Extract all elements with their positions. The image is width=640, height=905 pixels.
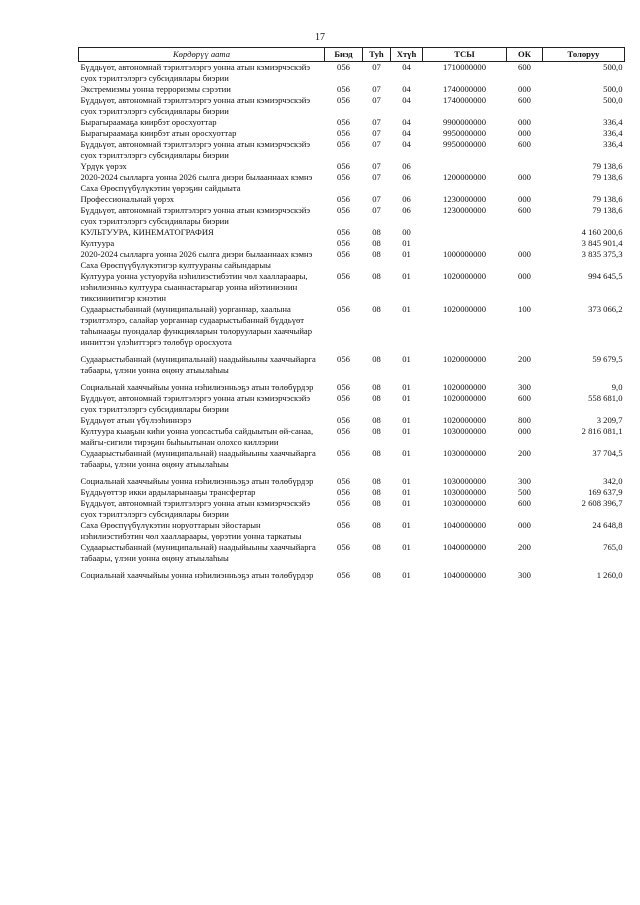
row-section: 07 (372, 139, 381, 149)
row-code: 056 (337, 382, 350, 392)
header-target: ТСЫ (423, 48, 507, 62)
row-name: Социальнай хааччыйыы уонна нэһилиэнньэҕэ атын төлөбүрдэр (80, 382, 314, 392)
row-amount: 500,0 (603, 95, 623, 105)
row-code: 056 (337, 227, 350, 237)
row-expense-type: 600 (518, 498, 531, 508)
table-row (79, 62, 625, 85)
row-code: 056 (337, 249, 350, 259)
row-section: 07 (372, 117, 381, 127)
row-target: 9950000000 (443, 139, 486, 149)
row-expense-type: 000 (518, 194, 531, 204)
row-subsection: 01 (402, 304, 411, 314)
row-section: 08 (372, 382, 381, 392)
row-subsection: 06 (402, 205, 411, 215)
row-code: 056 (337, 62, 350, 72)
row-subsection: 04 (402, 95, 411, 105)
row-expense-type: 000 (518, 128, 531, 138)
row-code: 056 (337, 520, 350, 530)
row-expense-type: 200 (518, 448, 531, 458)
row-code: 056 (337, 570, 350, 580)
row-expense-type: 800 (518, 415, 531, 425)
row-section: 08 (372, 271, 381, 281)
row-target: 1020000000 (443, 415, 486, 425)
header-amount: Толоруу (543, 48, 625, 62)
row-section: 08 (372, 542, 381, 552)
row-target: 1040000000 (443, 520, 486, 530)
row-subsection: 04 (402, 62, 411, 72)
row-expense-type: 000 (518, 271, 531, 281)
row-amount: 3 845 901,4 (581, 238, 623, 248)
row-target: 1020000000 (443, 304, 486, 314)
row-name: 2020-2024 сылларга уонна 2026 сылга диэри былааннаах кэмнэ Саха Өрөспүүбүлүкэтин үөрэҕин сайдыыта (80, 172, 313, 193)
row-section: 08 (372, 570, 381, 580)
row-code: 056 (337, 448, 350, 458)
header-name: Көрдөрүү аата (79, 48, 325, 62)
row-amount: 79 138,6 (592, 205, 623, 215)
row-name: Бүддьүөт, автономнай тэрилтэлэргэ уонна атын кэмиэрчэскэйэ суох тэрилтэлэргэ субсидиялары биэрии (80, 498, 311, 519)
row-section: 08 (372, 476, 381, 486)
row-code: 056 (337, 128, 350, 138)
row-subsection: 01 (402, 393, 411, 403)
table-row (79, 238, 625, 249)
row-code: 056 (337, 139, 350, 149)
row-name: Профессиональнай үөрэх (80, 194, 175, 204)
row-expense-type: 300 (518, 382, 531, 392)
row-subsection: 04 (402, 128, 411, 138)
row-target (423, 227, 507, 238)
row-name: КУЛЬТУУРА, КИНЕМАТОГРАФИЯ (80, 227, 214, 237)
row-name: Култуура кыаҕын киһи уонна уопсастыба сайдыытын өй-санаа, майгы-сигили тирэҕин быһыытынан олохсо киллэрии (80, 426, 314, 447)
row-amount: 79 138,6 (592, 161, 623, 171)
row-subsection: 06 (402, 161, 411, 171)
row-code: 056 (337, 161, 350, 171)
row-section: 08 (372, 487, 381, 497)
row-name: Судаарыстыбаннай (муниципальнай) наадыйыыны хааччыйарга табаары, үлэни уонна өңөну атыылаһыы (80, 448, 316, 469)
row-name: Экстремизмы уонна терроризмы сэрэтии (80, 84, 231, 94)
row-amount: 59 679,5 (592, 354, 623, 364)
row-expense-type: 600 (518, 62, 531, 72)
row-target: 1200000000 (443, 172, 486, 182)
row-section: 08 (372, 520, 381, 530)
table-row (79, 249, 625, 271)
row-code: 056 (337, 487, 350, 497)
row-target: 1020000000 (443, 382, 486, 392)
row-name: Саха Өрөспүүбүлүкэтин норуоттарын эйостарын нэһилиэстибэтин чөл хааллараары, үөрэтии уонна таркатыы (80, 520, 302, 541)
table-row (79, 128, 625, 139)
header-code: Биэд (325, 48, 363, 62)
row-amount: 336,4 (603, 128, 623, 138)
row-name: Бырагыраамаҕа киирбэт атын оросхуоттар (80, 128, 237, 138)
row-name: Бүддьүөт, автономнай тэрилтэлэргэ уонна атын кэмиэрчэскэйэ суох тэрилтэлэргэ субсидиялары биэрии (80, 95, 311, 116)
row-code: 056 (337, 238, 350, 248)
row-code: 056 (337, 304, 350, 314)
row-expense-type: 600 (518, 205, 531, 215)
row-subsection: 04 (402, 117, 411, 127)
row-subsection: 01 (402, 249, 411, 259)
header-section: Туһ (363, 48, 391, 62)
row-section: 07 (372, 62, 381, 72)
row-section: 08 (372, 354, 381, 364)
row-amount: 336,4 (603, 139, 623, 149)
header-expense-type: ОК (507, 48, 543, 62)
row-section: 08 (372, 393, 381, 403)
row-expense-type: 000 (518, 249, 531, 259)
row-target (423, 161, 507, 172)
row-expense-type (507, 238, 543, 249)
row-amount: 1 260,0 (596, 570, 623, 580)
row-name: Култуура (80, 238, 115, 248)
row-code: 056 (337, 205, 350, 215)
table-row (79, 95, 625, 117)
table-row (79, 348, 625, 376)
row-target (423, 238, 507, 249)
row-subsection: 01 (402, 238, 411, 248)
row-expense-type: 600 (518, 139, 531, 149)
row-code: 056 (337, 542, 350, 552)
row-section: 07 (372, 95, 381, 105)
row-section: 07 (372, 194, 381, 204)
row-target: 1230000000 (443, 194, 486, 204)
row-code: 056 (337, 95, 350, 105)
row-expense-type: 000 (518, 117, 531, 127)
row-section: 07 (372, 128, 381, 138)
row-expense-type: 200 (518, 354, 531, 364)
row-amount: 79 138,6 (592, 194, 623, 204)
table-row (79, 205, 625, 227)
row-name: Бүддьүөт атын үбүлээһиннэрэ (80, 415, 192, 425)
row-amount: 336,4 (603, 117, 623, 127)
row-expense-type: 300 (518, 570, 531, 580)
row-target: 1020000000 (443, 354, 486, 364)
row-subsection: 01 (402, 476, 411, 486)
row-name: Судаарыстыбаннай (муниципальнай) наадыйыыны хааччыйарга табаары, үлэни уонна өңөну атыылаһыы (80, 354, 316, 375)
row-section: 08 (372, 227, 381, 237)
table-row (79, 161, 625, 172)
row-subsection: 06 (402, 194, 411, 204)
row-target: 1230000000 (443, 205, 486, 215)
row-name: Социальнай хааччыйыы уонна нэһилиэнньэҕэ атын төлөбүрдэр (80, 476, 314, 486)
row-amount: 765,0 (603, 542, 623, 552)
table-row (79, 520, 625, 542)
row-code: 056 (337, 415, 350, 425)
row-subsection: 04 (402, 139, 411, 149)
row-section: 07 (372, 161, 381, 171)
row-subsection: 00 (402, 227, 411, 237)
row-subsection: 06 (402, 172, 411, 182)
row-target: 1030000000 (443, 498, 486, 508)
table-row (79, 227, 625, 238)
row-target: 1710000000 (443, 62, 486, 72)
row-subsection: 01 (402, 498, 411, 508)
row-amount: 342,0 (603, 476, 623, 486)
row-section: 07 (372, 205, 381, 215)
row-code: 056 (337, 172, 350, 182)
row-code: 056 (337, 271, 350, 281)
row-name: Судаарыстыбаннай (муниципальнай) наадыйыыны хааччыйарга табаары, үлэни уонна өңөну атыылаһыы (80, 542, 316, 563)
row-code: 056 (337, 426, 350, 436)
row-name: Бырагыраамаҕа киирбэт оросхуоттар (80, 117, 217, 127)
row-expense-type: 000 (518, 172, 531, 182)
row-expense-type: 600 (518, 95, 531, 105)
row-subsection: 01 (402, 520, 411, 530)
row-name: Судаарыстыбаннай (муниципальнай) уорганнар, хаалына тэрилтэлэрэ, салайар уорганнар судаарыстыбаннай бүддьүөт таһынааҕы пуондалар функцияларын толорууларын хааччыйар инниттэн үлэһиттэргэ төлөбүр оросхуота (80, 304, 313, 347)
row-target: 1040000000 (443, 570, 486, 580)
table-row (79, 426, 625, 448)
row-subsection: 01 (402, 487, 411, 497)
table-row (79, 172, 625, 194)
table-row (79, 194, 625, 205)
row-section: 08 (372, 498, 381, 508)
budget-table (78, 47, 625, 581)
row-amount: 373 066,2 (588, 304, 623, 314)
row-amount: 558 681,0 (588, 393, 623, 403)
row-expense-type: 000 (518, 520, 531, 530)
row-expense-type: 500 (518, 487, 531, 497)
table-row (79, 415, 625, 426)
row-amount: 500,0 (603, 84, 623, 94)
table-header-row (79, 48, 625, 62)
row-expense-type (507, 227, 543, 238)
table-row (79, 84, 625, 95)
row-amount: 169 637,9 (588, 487, 623, 497)
table-row (79, 542, 625, 564)
row-name: Социальнай хааччыйыы уонна нэһилиэнньэҕэ атын төлөбүрдэр (80, 570, 314, 580)
row-amount: 2 816 081,1 (581, 426, 623, 436)
row-name: Бүддьүөт, автономнай тэрилтэлэргэ уонна атын кэмиэрчэскэйэ суох тэрилтэлэргэ субсидиялары биэрии (80, 393, 311, 414)
table-row (79, 393, 625, 415)
row-amount: 3 835 375,3 (581, 249, 623, 259)
table-row (79, 470, 625, 487)
row-target: 1030000000 (443, 476, 486, 486)
row-code: 056 (337, 393, 350, 403)
row-section: 08 (372, 249, 381, 259)
row-name: Бүддьүөт, автономнай тэрилтэлэргэ уонна атын кэмиэрчэскэйэ суох тэрилтэлэргэ субсидиялары биэрии (80, 62, 311, 83)
row-amount: 79 138,6 (592, 172, 623, 182)
row-name: Култуура уонна устуоруйа нэһилиэстибэтин чөл хааллараары, нэһилиэнньэ култуура сыаннастарыгар уонна ийэтиниэнин тиксиниитигэр кэнэтин (80, 271, 308, 303)
row-subsection: 01 (402, 542, 411, 552)
row-subsection: 01 (402, 382, 411, 392)
row-amount: 4 160 200,6 (581, 227, 623, 237)
row-section: 08 (372, 448, 381, 458)
row-code: 056 (337, 84, 350, 94)
table-row (79, 498, 625, 520)
row-subsection: 04 (402, 84, 411, 94)
row-expense-type: 000 (518, 426, 531, 436)
row-target: 1020000000 (443, 271, 486, 281)
row-expense-type: 100 (518, 304, 531, 314)
row-target: 1030000000 (443, 426, 486, 436)
row-subsection: 01 (402, 426, 411, 436)
row-section: 07 (372, 172, 381, 182)
row-section: 08 (372, 238, 381, 248)
row-code: 056 (337, 194, 350, 204)
table-row (79, 304, 625, 348)
row-section: 08 (372, 426, 381, 436)
row-amount: 2 608 396,7 (581, 498, 623, 508)
row-expense-type: 200 (518, 542, 531, 552)
page-number: 17 (315, 32, 325, 43)
row-name: 2020-2024 сылларга уонна 2026 сылга диэри былааннаах кэмнэ Саха Өрөспүүбүлүкэтигэр култуураны сайындарыы (80, 249, 313, 270)
row-target: 1000000000 (443, 249, 486, 259)
row-subsection: 01 (402, 448, 411, 458)
row-target: 1740000000 (443, 95, 486, 105)
row-code: 056 (337, 498, 350, 508)
row-amount: 500,0 (603, 62, 623, 72)
table-row (79, 448, 625, 470)
row-target: 1030000000 (443, 448, 486, 458)
row-expense-type: 300 (518, 476, 531, 486)
row-amount: 994 645,5 (588, 271, 623, 281)
row-subsection: 01 (402, 570, 411, 580)
row-section: 08 (372, 415, 381, 425)
row-subsection: 01 (402, 271, 411, 281)
row-amount: 3 209,7 (596, 415, 623, 425)
row-subsection: 01 (402, 354, 411, 364)
row-name: Үрдүк үөрэх (80, 161, 127, 171)
row-target: 9950000000 (443, 128, 486, 138)
row-target: 1030000000 (443, 487, 486, 497)
table-row (79, 271, 625, 304)
header-subsection: Хтүһ (391, 48, 423, 62)
row-name: Бүддьүөт, автономнай тэрилтэлэргэ уонна атын кэмиэрчэскэйэ суох тэрилтэлэргэ субсидиялары биэрии (80, 139, 311, 160)
row-code: 056 (337, 354, 350, 364)
row-code: 056 (337, 476, 350, 486)
row-name: Бүддьүөттэр икки ардыларынааҕы трансфертар (80, 487, 256, 497)
row-target: 1740000000 (443, 84, 486, 94)
row-amount: 37 704,5 (592, 448, 623, 458)
row-name: Бүддьүөт, автономнай тэрилтэлэргэ уонна атын кэмиэрчэскэйэ суох тэрилтэлэргэ субсидиялары биэрии (80, 205, 311, 226)
row-section: 07 (372, 84, 381, 94)
row-target: 1040000000 (443, 542, 486, 552)
table-row (79, 117, 625, 128)
row-subsection: 01 (402, 415, 411, 425)
table-row (79, 139, 625, 161)
row-target: 1020000000 (443, 393, 486, 403)
row-amount: 24 648,8 (592, 520, 623, 530)
row-expense-type: 600 (518, 393, 531, 403)
table-row (79, 487, 625, 498)
row-code: 056 (337, 117, 350, 127)
row-target: 9900000000 (443, 117, 486, 127)
row-amount: 9,0 (611, 382, 623, 392)
row-section: 08 (372, 304, 381, 314)
table-row (79, 564, 625, 581)
row-expense-type: 000 (518, 84, 531, 94)
table-row (79, 376, 625, 393)
row-expense-type (507, 161, 543, 172)
